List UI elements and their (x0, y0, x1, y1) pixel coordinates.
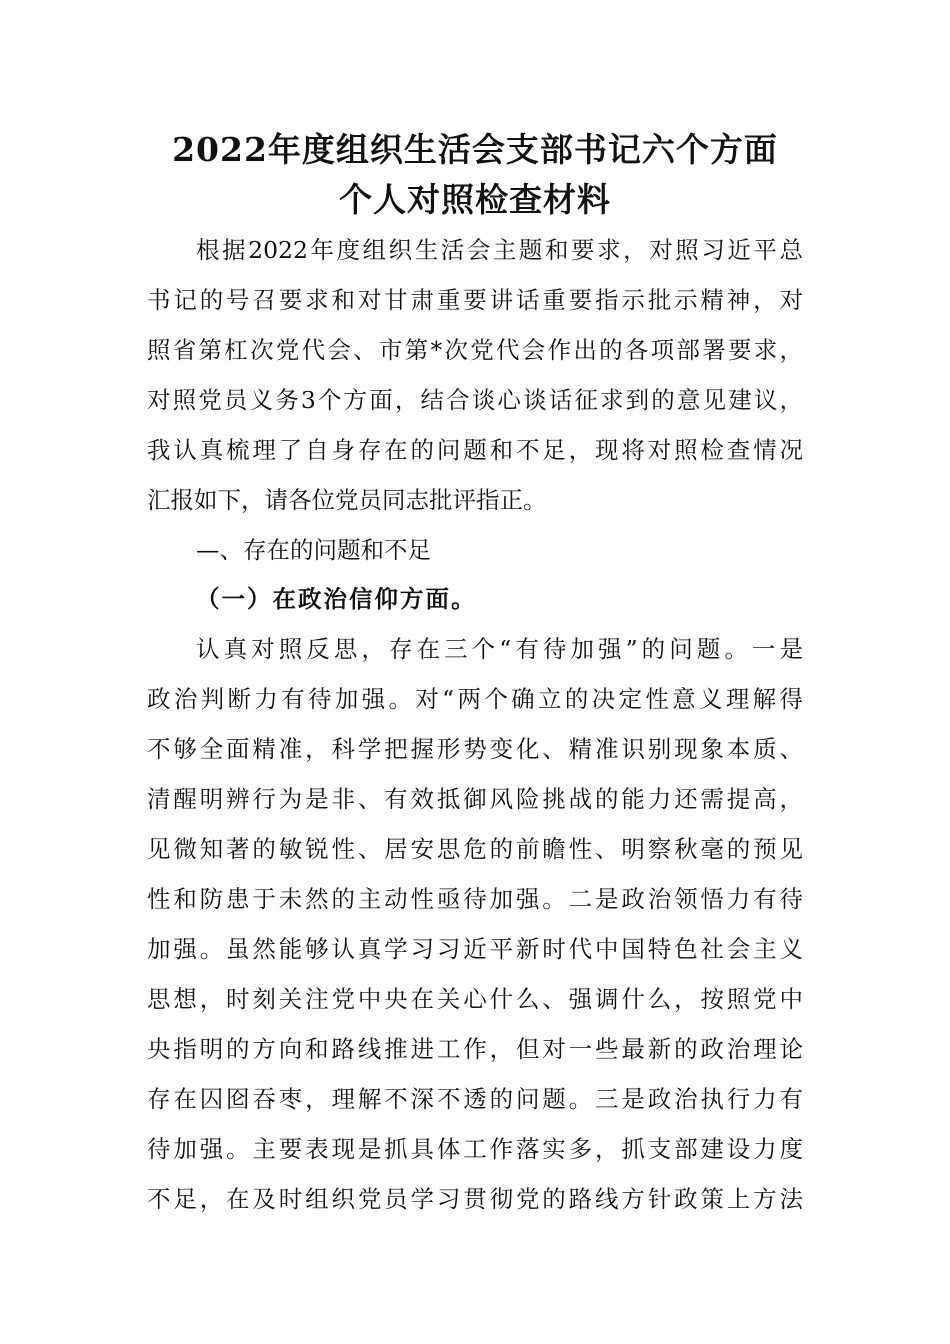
section-heading: —、存在的问题和不足 (196, 536, 431, 564)
subsection-heading: （一）在政治信仰方面。 (196, 585, 477, 613)
intro-line: 书记的号召要求和对甘肃重要讲话重要指示批示精神，对 (147, 286, 803, 314)
body-line: 认真对照反思，存在三个“有待加强”的问题。一是 (196, 635, 803, 663)
body-line: 见微知著的敏锐性、居安思危的前瞻性、明察秋毫的预见 (147, 835, 803, 863)
intro-line: 我认真梳理了自身存在的问题和不足，现将对照检查情况 (147, 436, 803, 464)
intro-line: 对照党员义务3个方面，结合谈心谈话征求到的意见建议， (147, 386, 803, 414)
intro-line: 汇报如下，请各位党员同志批评指正。 (147, 486, 547, 514)
body-line: 待加强。主要表现是抓具体工作落实多，抓支部建设力度 (147, 1135, 803, 1163)
body-line: 央指明的方向和路线推进工作，但对一些最新的政治理论 (147, 1035, 803, 1063)
body-line: 存在囚囵吞枣，理解不深不透的问题。三是政治执行力有 (147, 1085, 803, 1113)
body-line: 清醒明辨行为是非、有效抵御风险挑战的能力还需提高， (147, 785, 803, 813)
intro-line: 根据2022年度组织生活会主题和要求，对照习近平总 (196, 236, 803, 264)
body-line: 加强。虽然能够认真学习习近平新时代中国特色社会主义 (147, 935, 803, 963)
body-line: 政治判断力有待加强。对“两个确立的决定性意义理解得 (147, 685, 803, 713)
body-line: 思想，时刻关注党中央在关心什么、强调什么，按照党中 (147, 985, 803, 1013)
body-line: 不足，在及时组织党员学习贯彻党的路线方针政策上方法 (147, 1185, 803, 1213)
body-line: 性和防患于未然的主动性亟待加强。二是政治领悟力有待 (147, 885, 803, 913)
body-line: 不够全面精准，科学把握形势变化、精准识别现象本质、 (147, 735, 803, 763)
document-title-line-2: 个人对照检查材料 (339, 180, 611, 219)
intro-line: 照省第杠次党代会、市第*次党代会作出的各项部署要求， (147, 336, 803, 364)
document-title-line-1: 2022年度组织生活会支部书记六个方面 (172, 130, 778, 169)
